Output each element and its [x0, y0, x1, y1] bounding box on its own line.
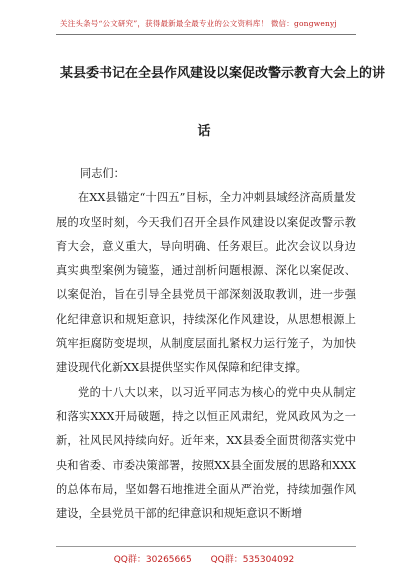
document-title-continued: 话	[197, 124, 211, 139]
footer-qq-group-2: QQ群：535304092	[210, 555, 295, 565]
footer	[0, 552, 408, 565]
header-promo-note: 关注头条号“公文研究”，获得最新最全最专业的公文资料库！ 微信：gongwenyj	[60, 19, 337, 28]
salutation: 同志们：	[80, 167, 125, 180]
header-divider	[56, 34, 356, 35]
document-body	[56, 162, 356, 526]
footer-divider	[56, 546, 356, 547]
body-paragraph: 在XX县锚定“十四五”目标，全力冲刺县域经济高质量发展的攻坚时刻，今天我们召开全县作风建设以案促改警示教育大会，意义重大，导向明确、任务艰巨。此次会议以身边真实典型案例为镜鉴，通过剖析问题根源、深化以案促改、以案促治，旨在引导全县党员干部深刻汲取教训，进一步强化纪律意识和规矩意识，持续深化作风建设，从思想根源上筑牢拒腐防变堤坝，从制度层面扎紧权力运行笼子，为加快建设现代化新XX县提供坚实作风保障和纪律支撑。	[56, 191, 356, 375]
document-title: 某县委书记在全县作风建设以案促改警示教育大会上的讲	[60, 66, 386, 81]
footer-qq-group-1: QQ群：30265665	[113, 555, 192, 565]
body-paragraph: 党的十八大以来，以习近平同志为核心的党中央从制定和落实XXX开局破题，持之以恒正风肃纪，党风政风为之一新，社风民风持续向好。近年来，XX县委全面贯彻落实党中央和省委、市委决策部署，按照XX县全面发展的思路和XXX的总体布局，坚如磐石地推进全面从严治党，持续加强作风建设，全县党员干部的纪律意识和规矩意识不断增	[56, 385, 356, 521]
